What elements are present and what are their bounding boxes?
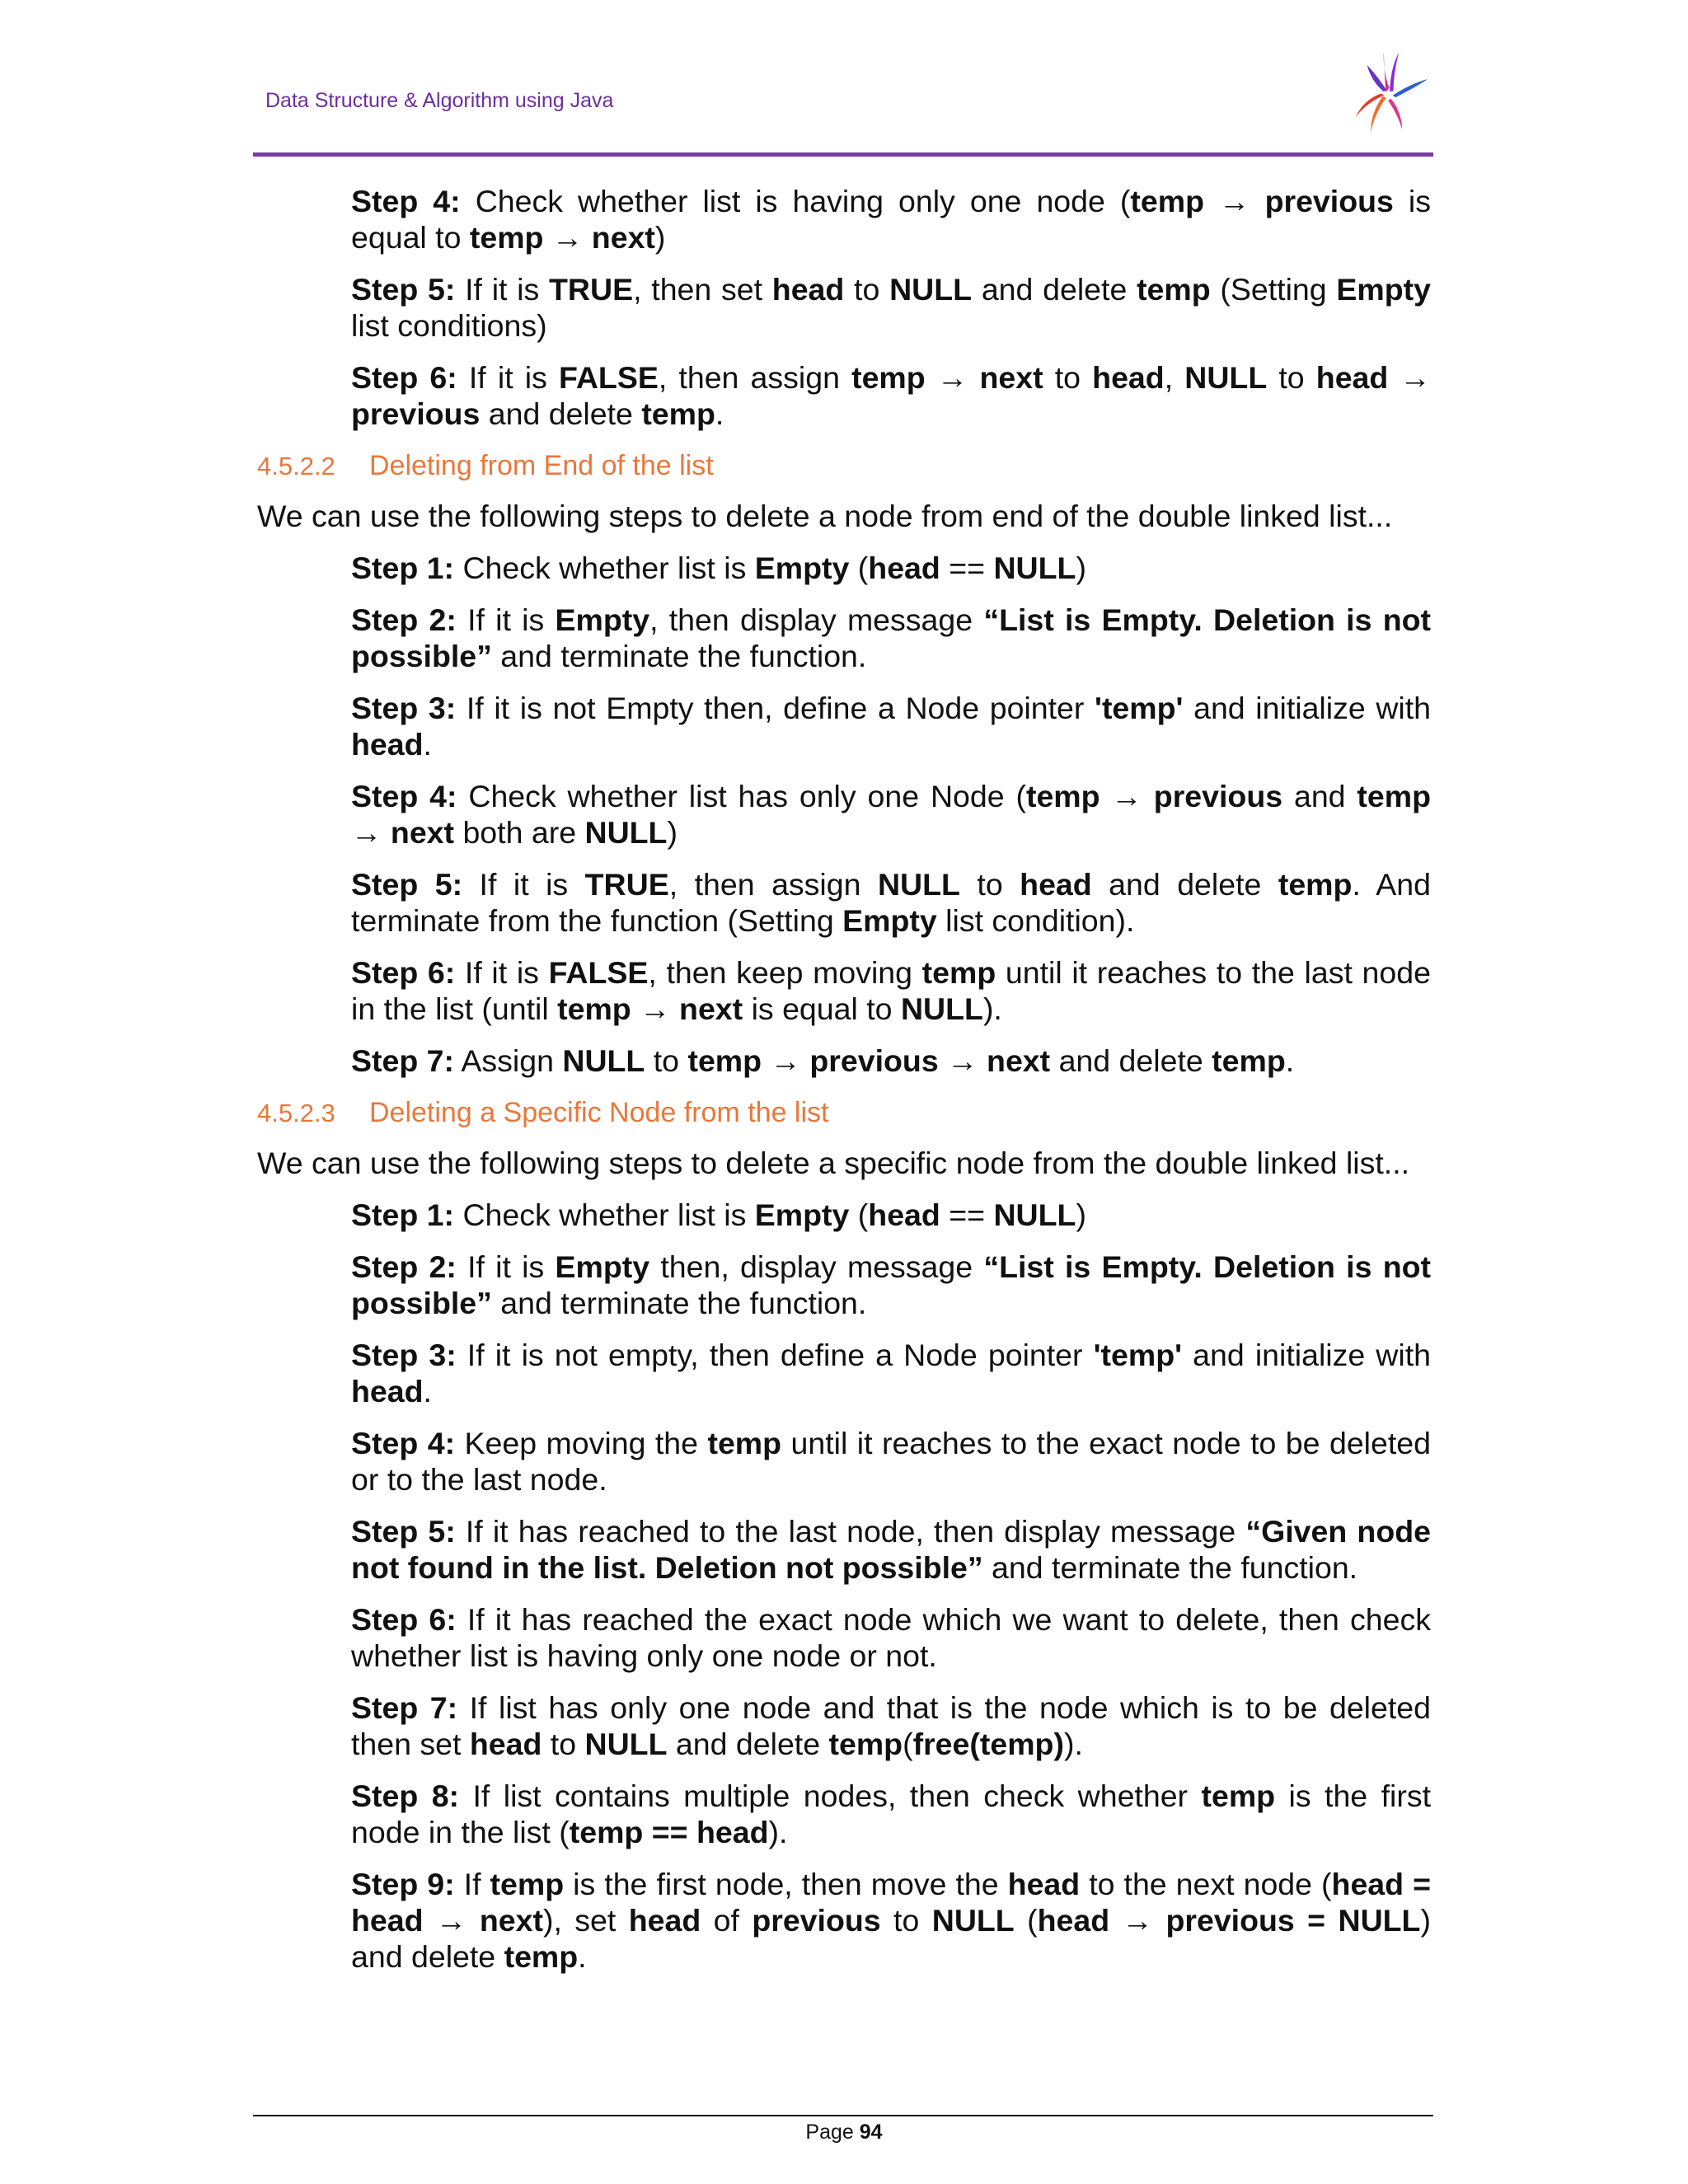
step-item [351, 602, 1431, 674]
section-title: Deleting from End of the list [369, 450, 714, 481]
step-item [351, 954, 1431, 1027]
step-label: Step 6: [351, 1602, 457, 1637]
step-label: Step 9: [351, 1867, 455, 1901]
step-text: If list has only one node and that is the node which is to be deleted then set head to NULL and delete temp(free(temp)). [351, 1690, 1431, 1761]
step-item [351, 1690, 1431, 1762]
step-item [351, 866, 1431, 939]
step-text: If it is not Empty then, define a Node pointer 'temp' and initialize with head. [351, 691, 1432, 762]
section-intro: We can use the following steps to delete a specific node from the double linked list... [257, 1146, 1410, 1180]
step-text: If it has reached the exact node which we want to delete, then check whether list is having only one node or not. [351, 1602, 1431, 1673]
step-text: If it is not empty, then define a Node pointer 'temp' and initialize with head. [351, 1338, 1431, 1408]
step-item [351, 1337, 1431, 1409]
step-item [351, 1513, 1431, 1586]
section-heading-delete-specific [257, 1094, 1434, 1132]
page-number [0, 2121, 1688, 2144]
step-text: If it is TRUE, then set head to NULL and delete temp (Setting Empty list conditions) [351, 272, 1431, 343]
section-b-steps [257, 550, 1434, 1079]
step-label: Step 3: [351, 1338, 457, 1372]
page-label: Page [805, 2121, 854, 2144]
step-text: Check whether list has only one Node (temp → previous and temp → next both are NULL) [351, 779, 1431, 850]
step-text: If list contains multiple nodes, then check whether temp is the first node in the list (temp == head). [351, 1779, 1432, 1849]
brand-logo-icon [1342, 53, 1434, 137]
step-text: If it is FALSE, then assign temp → next to head, NULL to head → previous and delete temp. [351, 360, 1431, 431]
step-text: If it is Empty, then display message “List is Empty. Deletion is not possible” and terminate the function. [351, 602, 1431, 673]
section-intro: We can use the following steps to delete a node from end of the double linked list... [257, 499, 1393, 533]
section-c-steps [257, 1197, 1434, 1975]
step-label: Step 8: [351, 1779, 460, 1813]
step-item [351, 1043, 1431, 1079]
step-label: Step 2: [351, 602, 457, 637]
step-item [351, 1601, 1431, 1674]
step-item [351, 359, 1431, 432]
step-label: Step 7: [351, 1690, 458, 1725]
section-title: Deleting a Specific Node from the list [369, 1097, 829, 1128]
step-item [351, 1249, 1431, 1321]
section-a-steps [257, 183, 1434, 432]
step-label: Step 1: [351, 551, 455, 585]
section-number: 4.5.2.2 [257, 452, 335, 480]
section-heading-delete-end [257, 448, 1434, 485]
step-label: Step 3: [351, 691, 457, 725]
step-label: Step 5: [351, 272, 456, 307]
step-text: If it is Empty then, display message “List is Empty. Deletion is not possible” and terminate the function. [351, 1249, 1431, 1320]
step-item [351, 183, 1431, 255]
document-header-title: Data Structure & Algorithm using Java [265, 89, 614, 112]
step-text: Check whether list is having only one node (temp → previous is equal to temp → next) [351, 184, 1432, 255]
section-number: 4.5.2.3 [257, 1099, 335, 1127]
step-text: Check whether list is Empty (head == NULL) [454, 551, 1086, 585]
step-label: Step 4: [351, 779, 457, 813]
step-label: Step 5: [351, 867, 463, 902]
step-label: Step 7: [351, 1043, 455, 1078]
step-text: Keep moving the temp until it reaches to the exact node to be deleted or to the last node. [351, 1426, 1431, 1497]
header-divider [253, 152, 1433, 157]
step-text: If it is FALSE, then keep moving temp until it reaches to the last node in the list (until temp → next is equal to NULL). [351, 955, 1431, 1026]
step-label: Step 6: [351, 360, 457, 395]
step-label: Step 4: [351, 1426, 456, 1460]
step-item [351, 778, 1431, 851]
step-label: Step 4: [351, 184, 461, 218]
step-text: If temp is the first node, then move the head to the next node (head = head → next), set head of previous to NULL (head → previous = NULL) and delete temp. [351, 1867, 1432, 1974]
step-text: Assign NULL to temp → previous → next and delete temp. [454, 1043, 1295, 1078]
step-item [351, 1866, 1431, 1975]
page-number-value: 94 [859, 2121, 883, 2144]
step-label: Step 2: [351, 1249, 457, 1284]
step-item [351, 1425, 1431, 1497]
document-body [257, 183, 1434, 1990]
step-label: Step 6: [351, 955, 456, 990]
footer-divider [253, 2115, 1433, 2116]
step-item [351, 1197, 1431, 1233]
step-item [351, 1778, 1431, 1850]
step-label: Step 5: [351, 1514, 456, 1549]
step-item [351, 550, 1431, 586]
step-item [351, 271, 1431, 344]
step-text: If it is TRUE, then assign NULL to head and delete temp. And terminate from the function (Setting Empty list condition). [351, 867, 1431, 938]
step-item [351, 690, 1431, 762]
step-text: Check whether list is Empty (head == NULL) [454, 1197, 1086, 1232]
step-label: Step 1: [351, 1197, 455, 1232]
step-text: If it has reached to the last node, then display message “Given node not found in the list. Deletion not possible” and terminate the function. [351, 1514, 1431, 1585]
